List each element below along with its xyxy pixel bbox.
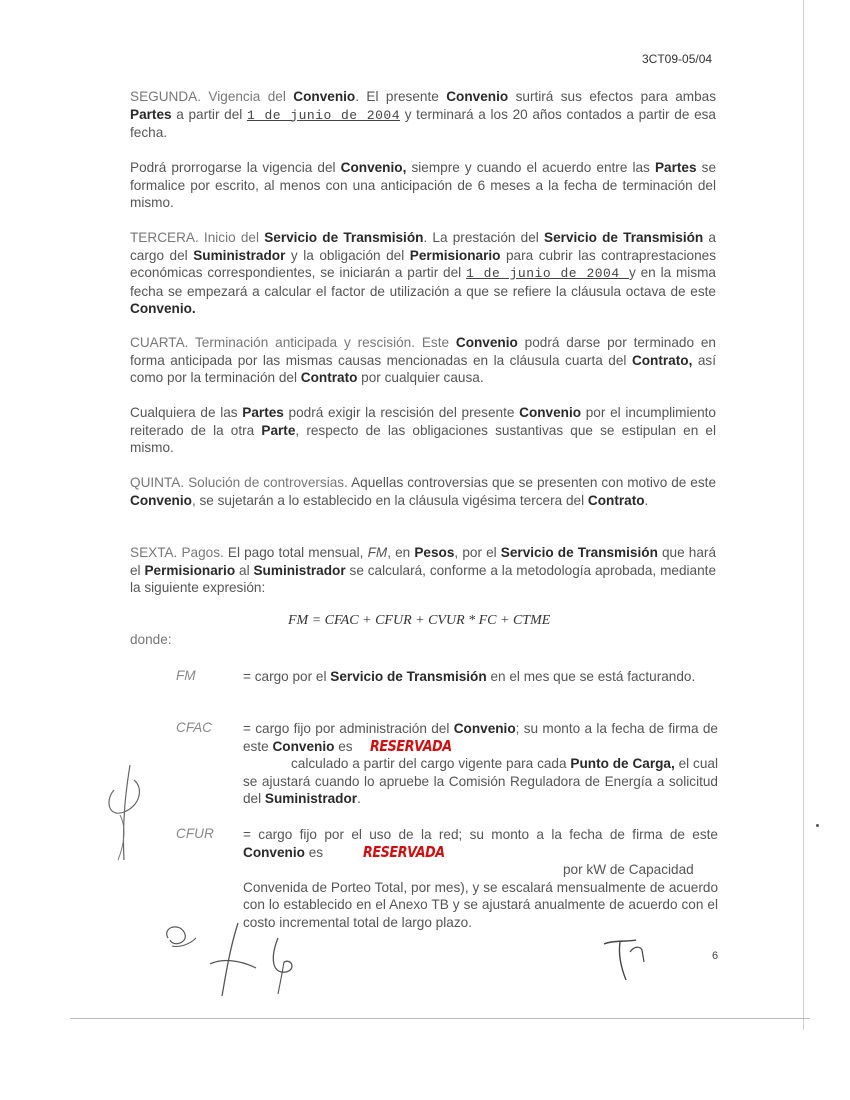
- scan-edge-line: [803, 0, 804, 1030]
- clause-quinta: QUINTA. Solución de controversias. Aquellas controversias que se presenten con motivo de este Convenio, se sujetarán a lo establecido en la cláusula vigésima tercera del Contrato.: [130, 475, 716, 508]
- start-date: 1 de junio de 2004: [246, 107, 401, 123]
- signature-initials-bottom-right: [600, 936, 660, 986]
- paragraph-rescision: Cualquiera de las Partes podrá exigir la rescisión del presente Convenio por el incumplimiento reiterado de la otra Parte, respecto de las obligaciones sustantivas que se estipulan en el mismo.: [130, 405, 716, 455]
- definition-fm: = cargo por el Servicio de Transmisión en el mes que se está facturando.: [243, 669, 696, 684]
- footer-rule: [70, 1018, 810, 1019]
- term-cfac: CFAC: [176, 720, 212, 735]
- payment-equation: FM = CFAC + CFUR + CVUR * FC + CTME: [288, 613, 551, 628]
- clause-cuarta: CUARTA. Terminación anticipada y rescisión. Este Convenio podrá darse por terminado en forma anticipada por las mismas causas mencionadas en la cláusula cuarta del Contrato, así como por la terminación del Contrato por cualquier causa.: [130, 335, 716, 385]
- page-number: 6: [712, 950, 719, 962]
- definition-cfur: = cargo fijo por el uso de la red; su monto a la fecha de firma de este Convenio es RESERVADA por kW de Capacidad Convenida de Porteo Total, por mes), y se escalará mensualmente de acuerdo con lo establecido en el Anexo TB y se ajustará anualmente de acuerdo con el costo incremental total de largo plazo.: [243, 827, 718, 930]
- clause-tercera: TERCERA. Inicio del Servicio de Transmisión. La prestación del Servicio de Transmisión a cargo del Suministrador y la obligación del Permisionario para cubrir las contraprestaciones económicas correspondientes, se iniciarán a partir del 1 de junio de 2004 y en la misma fecha se empezará a calcular el factor de utilización a que se refiere la cláusula octava de este Convenio.: [130, 230, 716, 316]
- clause-segunda: SEGUNDA. Vigencia del Convenio. El presente Convenio surtirá sus efectos para ambas Partes a partir del 1 de junio de 2004 y terminará a los 20 años contados a partir de esa fecha.: [130, 89, 716, 140]
- signature-initials-left-margin: [100, 760, 160, 870]
- scan-speck: [816, 824, 819, 827]
- term-cfur: CFUR: [176, 826, 214, 841]
- redacted-stamp-cfur: RESERVADA: [363, 842, 445, 861]
- clause-sexta: SEXTA. Pagos. El pago total mensual, FM, en Pesos, por el Servicio de Transmisión que hará el Permisionario al Suministrador se calculará, conforme a la metodología aprobada, mediante la siguiente expresión:: [130, 545, 717, 595]
- paragraph-prorroga: Podrá prorrogarse la vigencia del Convenio, siempre y cuando el acuerdo entre las Partes se formalice por escrito, al menos con una anticipación de 6 meses a la fecha de terminación del mismo.: [130, 160, 717, 210]
- service-start-date: 1 de junio de 2004: [466, 266, 629, 281]
- document-reference: 3CT09-05/04: [642, 52, 713, 66]
- redacted-stamp-cfac: RESERVADA: [370, 736, 453, 755]
- signature-initials-bottom-left: [160, 918, 310, 998]
- donde-label: donde:: [130, 632, 172, 647]
- term-fm: FM: [176, 668, 196, 683]
- definition-cfac: = cargo fijo por administración del Convenio; su monto a la fecha de firma de este Convenio es RESERVADA calculado a partir del cargo vigente para cada Punto de Carga, el cual se ajustará cuando lo apruebe la Comisión Reguladora de Energía a solicitud del Suministrador.: [243, 721, 718, 806]
